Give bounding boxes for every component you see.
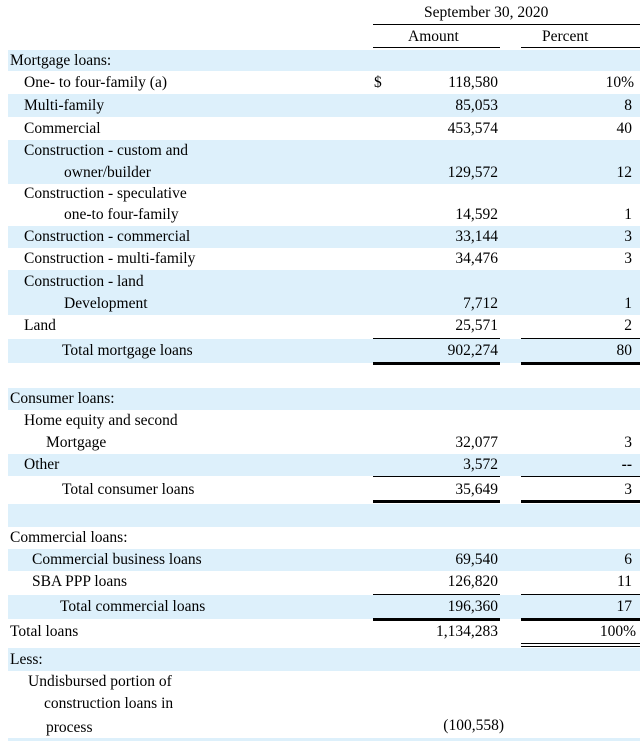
row-percent: 1	[624, 206, 632, 223]
row-percent: 80	[616, 342, 632, 359]
row-percent: 12	[616, 164, 632, 181]
row-amount: 1,134,283	[436, 623, 498, 640]
dollar-sign: $	[374, 74, 382, 91]
row-label-continued: one-to four-family	[64, 206, 179, 223]
row-amount: 25,571	[455, 317, 498, 334]
row-percent: 1	[624, 295, 632, 312]
row-label: Total consumer loans	[62, 481, 195, 498]
table-row	[8, 339, 640, 363]
table-row	[8, 454, 640, 476]
table-row	[8, 140, 640, 184]
row-percent: 3	[624, 228, 632, 245]
row-label: SBA PPP loans	[32, 573, 128, 590]
row-amount: 902,274	[447, 342, 498, 359]
row-amount: 32,077	[455, 434, 498, 451]
row-amount: 7,712	[463, 295, 498, 312]
row-label: Construction - land	[24, 273, 144, 290]
period-underline	[373, 24, 640, 25]
row-amount: 14,592	[455, 206, 498, 223]
table-row	[8, 410, 640, 454]
row-percent: 3	[624, 481, 632, 498]
table-row	[8, 117, 640, 140]
table-row	[8, 50, 640, 71]
amount-header-underline	[373, 47, 500, 48]
row-amount: 453,574	[447, 120, 498, 137]
row-label-continued: process	[46, 719, 93, 736]
spacer-row	[8, 366, 640, 388]
row-percent: 3	[624, 434, 632, 451]
period-header: September 30, 2020	[424, 4, 549, 21]
row-label-continued: construction loans in	[44, 695, 174, 712]
row-amount: 126,820	[447, 573, 498, 590]
total-rule	[373, 362, 500, 365]
table-row	[8, 595, 640, 619]
row-amount: 69,540	[455, 551, 498, 568]
row-label: Consumer loans:	[10, 390, 115, 407]
row-label-continued: Mortgage	[46, 434, 107, 451]
table-row	[8, 571, 640, 594]
table-row	[8, 226, 640, 248]
row-percent: 8	[624, 97, 632, 114]
table-row	[8, 477, 640, 501]
row-amount: 35,649	[455, 481, 498, 498]
row-label-continued: Development	[64, 295, 148, 312]
row-label: Home equity and second	[24, 412, 178, 429]
total-rule	[521, 362, 640, 365]
row-label: One- to four-family (a)	[24, 74, 168, 91]
table-row	[8, 549, 640, 571]
amount-header: Amount	[408, 28, 459, 45]
row-label: Land	[24, 317, 56, 334]
row-amount: 118,580	[448, 74, 498, 91]
row-label: Commercial loans:	[10, 529, 128, 546]
row-label: Multi-family	[24, 97, 105, 114]
table-row	[8, 648, 640, 671]
row-percent: 2	[624, 317, 632, 334]
table-row	[8, 388, 640, 410]
table-row	[8, 184, 640, 226]
row-label: Total loans	[10, 623, 79, 640]
row-label: Total commercial loans	[60, 598, 206, 615]
row-amount: 129,572	[447, 164, 498, 181]
table-row	[8, 248, 640, 270]
total-rule	[373, 618, 500, 621]
table-row	[8, 71, 640, 94]
row-label: Total mortgage loans	[62, 342, 193, 359]
total-rule	[521, 618, 640, 621]
row-label: Commercial business loans	[32, 551, 202, 568]
table-row	[8, 94, 640, 117]
spacer-row	[8, 504, 640, 527]
row-percent: 17	[616, 598, 632, 615]
row-amount: 33,144	[455, 228, 498, 245]
row-label: Commercial	[24, 120, 101, 137]
row-percent: --	[621, 456, 632, 473]
row-label: Less:	[10, 651, 43, 668]
percent-header: Percent	[542, 28, 589, 45]
grand-total-rule	[521, 643, 640, 644]
row-amount: (100,558)	[443, 717, 504, 734]
total-rule	[373, 500, 500, 503]
row-label: Construction - speculative	[24, 185, 187, 202]
row-label: Mortgage loans:	[10, 52, 112, 69]
row-amount: 3,572	[463, 456, 498, 473]
row-percent: 6	[624, 551, 632, 568]
row-percent: 40	[616, 120, 632, 137]
table-row	[8, 270, 640, 315]
table-row	[8, 315, 640, 338]
row-label: Other	[24, 456, 60, 473]
row-percent: 10%	[605, 74, 634, 91]
total-rule	[521, 500, 640, 503]
row-percent: 11	[617, 573, 632, 590]
table-row	[8, 527, 640, 549]
row-percent: 100%	[599, 623, 636, 640]
row-amount: 196,360	[447, 598, 498, 615]
grand-total-rule	[521, 646, 640, 647]
percent-header-underline	[521, 47, 640, 48]
row-label: Undisbursed portion of	[28, 673, 172, 690]
row-label-continued: owner/builder	[64, 164, 151, 181]
row-amount: 34,476	[455, 250, 498, 267]
row-label: Construction - multi-family	[24, 250, 196, 267]
row-label: Construction - custom and	[24, 142, 189, 159]
row-percent: 3	[624, 250, 632, 267]
table-row	[8, 671, 640, 741]
row-label: Construction - commercial	[24, 228, 191, 245]
row-amount: 85,053	[455, 97, 498, 114]
